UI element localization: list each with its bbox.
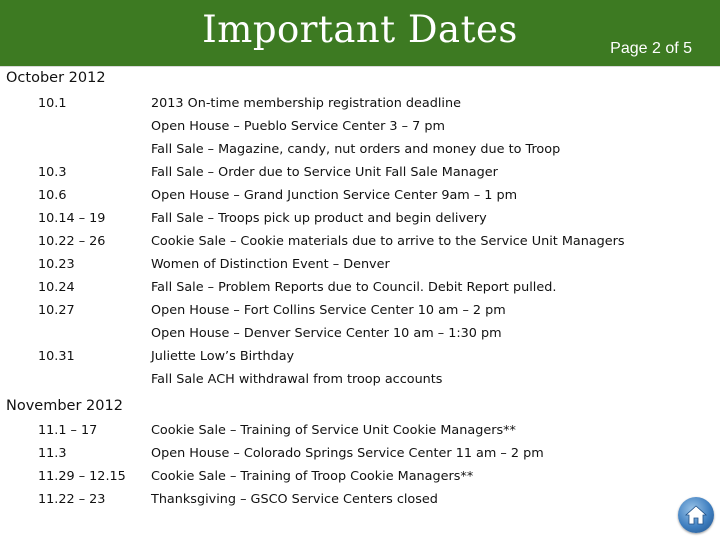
date-cell: 11.3 bbox=[38, 446, 67, 461]
month-heading-november: November 2012 bbox=[6, 398, 123, 414]
date-row bbox=[0, 488, 720, 511]
date-cell: 10.23 bbox=[38, 257, 75, 272]
month-heading-october: October 2012 bbox=[6, 70, 106, 86]
date-row bbox=[0, 115, 720, 138]
event-cell: Fall Sale – Order due to Service Unit Fall Sale Manager bbox=[151, 165, 498, 180]
date-row bbox=[0, 230, 720, 253]
home-button[interactable] bbox=[678, 497, 714, 533]
date-cell: 11.1 – 17 bbox=[38, 423, 98, 438]
home-icon bbox=[684, 503, 708, 527]
event-cell: Cookie Sale – Training of Service Unit Cookie Managers** bbox=[151, 423, 516, 438]
event-cell: Open House – Grand Junction Service Center 9am – 1 pm bbox=[151, 188, 518, 203]
date-cell: 10.3 bbox=[38, 165, 67, 180]
date-row bbox=[0, 92, 720, 115]
date-cell: 10.22 – 26 bbox=[38, 234, 106, 249]
october-date-list bbox=[0, 92, 720, 391]
event-cell: Open House – Colorado Springs Service Center 11 am – 2 pm bbox=[151, 446, 544, 461]
date-row bbox=[0, 184, 720, 207]
date-row bbox=[0, 138, 720, 161]
event-cell: Fall Sale ACH withdrawal from troop accounts bbox=[151, 372, 443, 387]
date-cell: 10.24 bbox=[38, 280, 75, 295]
date-row bbox=[0, 207, 720, 230]
date-row bbox=[0, 368, 720, 391]
event-cell: Open House – Pueblo Service Center 3 – 7 pm bbox=[151, 119, 445, 134]
date-row bbox=[0, 276, 720, 299]
date-row bbox=[0, 442, 720, 465]
event-cell: Fall Sale – Troops pick up product and begin delivery bbox=[151, 211, 487, 226]
event-cell: Thanksgiving – GSCO Service Centers closed bbox=[151, 492, 438, 507]
date-row bbox=[0, 161, 720, 184]
event-cell: Juliette Low’s Birthday bbox=[151, 349, 295, 364]
page-title: Important Dates bbox=[202, 8, 518, 51]
date-cell: 10.31 bbox=[38, 349, 75, 364]
event-cell: Open House – Denver Service Center 10 am – 1:30 pm bbox=[151, 326, 502, 341]
title-banner bbox=[0, 0, 720, 67]
november-date-list bbox=[0, 419, 720, 511]
date-cell: 11.22 – 23 bbox=[38, 492, 106, 507]
event-cell: Women of Distinction Event – Denver bbox=[151, 257, 390, 272]
event-cell: Fall Sale – Problem Reports due to Council. Debit Report pulled. bbox=[151, 280, 557, 295]
date-cell: 10.27 bbox=[38, 303, 75, 318]
date-cell: 11.29 – 12.15 bbox=[38, 469, 126, 484]
event-cell: Cookie Sale – Cookie materials due to arrive to the Service Unit Managers bbox=[151, 234, 625, 249]
event-cell: Fall Sale – Magazine, candy, nut orders and money due to Troop bbox=[151, 142, 561, 157]
date-cell: 10.14 – 19 bbox=[38, 211, 106, 226]
date-row bbox=[0, 465, 720, 488]
page-indicator: Page 2 of 5 bbox=[610, 40, 692, 57]
date-cell: 10.6 bbox=[38, 188, 67, 203]
event-cell: Cookie Sale – Training of Troop Cookie Managers** bbox=[151, 469, 474, 484]
date-row bbox=[0, 299, 720, 322]
date-row bbox=[0, 419, 720, 442]
event-cell: 2013 On-time membership registration deadline bbox=[151, 96, 461, 111]
date-cell: 10.1 bbox=[38, 96, 67, 111]
date-row bbox=[0, 345, 720, 368]
date-row bbox=[0, 322, 720, 345]
event-cell: Open House – Fort Collins Service Center 10 am – 2 pm bbox=[151, 303, 506, 318]
date-row bbox=[0, 253, 720, 276]
